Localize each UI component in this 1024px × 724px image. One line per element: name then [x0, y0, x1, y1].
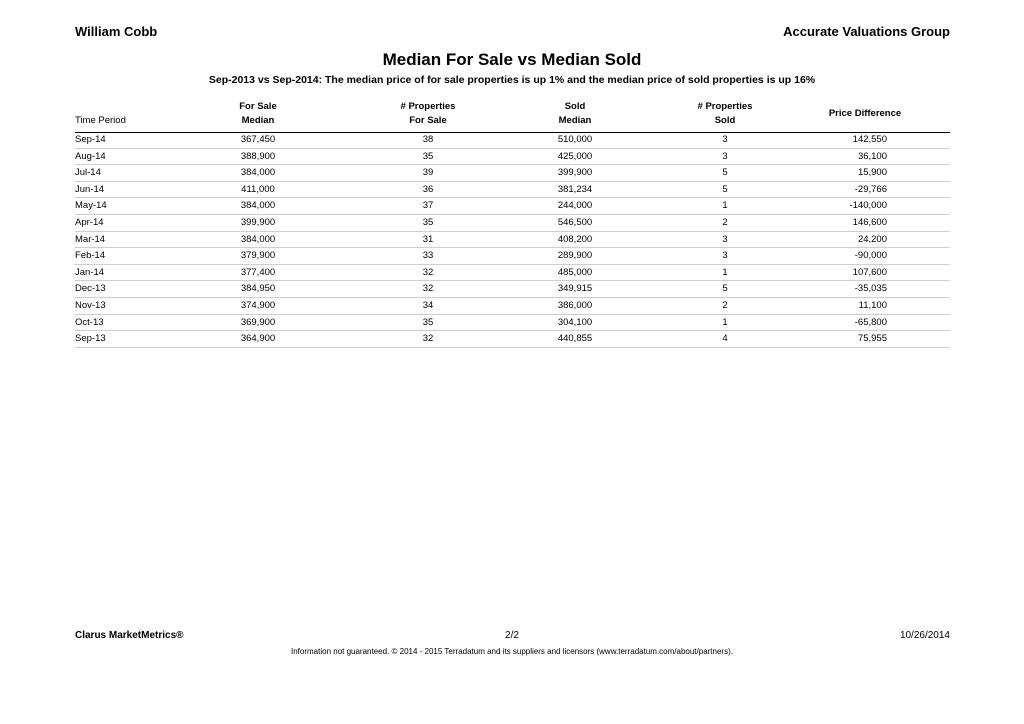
cell-sold-properties: 1	[722, 200, 728, 212]
cell-price-difference: 107,600	[852, 266, 887, 278]
table-row	[75, 232, 950, 249]
disclaimer: Information not guaranteed. © 2014 - 2015 Terradatum and its suppliers and licensors (www.terradatum.com/about/partners).	[291, 647, 733, 656]
cell-time-period: May-14	[75, 200, 107, 212]
cell-time-period: Sep-14	[75, 134, 106, 145]
table-row	[75, 331, 950, 348]
cell-time-period: Aug-14	[75, 150, 106, 162]
cell-sold-median: 244,000	[557, 200, 593, 212]
table-row	[75, 198, 950, 215]
cell-sold-median: 425,000	[557, 150, 593, 162]
cell-time-period: Apr-14	[75, 216, 104, 228]
cell-sold-median: 546,500	[557, 216, 593, 228]
cell-sold-properties: 3	[722, 233, 728, 245]
cell-sold-median: 349,915	[557, 283, 593, 295]
cell-for-sale-properties: 32	[422, 333, 434, 345]
cell-for-sale-median: 384,950	[240, 283, 276, 295]
cell-time-period: Feb-14	[75, 250, 106, 262]
cell-time-period: Jan-14	[75, 266, 105, 278]
cell-sold-median: 440,855	[557, 333, 593, 345]
table-row	[75, 265, 950, 282]
cell-for-sale-median: 377,400	[240, 266, 276, 278]
header-for-sale-bottom: Median	[241, 115, 275, 126]
cell-sold-properties: 4	[722, 333, 728, 345]
cell-time-period: Sep-13	[75, 333, 106, 345]
header-for-sale-median	[220, 100, 296, 128]
cell-for-sale-median: 369,900	[240, 316, 276, 328]
header-sold-bottom: Median	[558, 115, 592, 126]
header-for-sale-properties	[383, 100, 473, 128]
cell-for-sale-properties: 36	[422, 183, 434, 195]
cell-for-sale-properties: 32	[422, 266, 434, 278]
table-row	[75, 298, 950, 315]
cell-for-sale-properties: 38	[422, 134, 434, 145]
cell-price-difference: 36,100	[857, 150, 887, 162]
cell-for-sale-median: 384,000	[240, 233, 276, 245]
header-for-sale-top: For Sale	[239, 101, 277, 112]
cell-for-sale-properties: 35	[422, 316, 434, 328]
report-subtitle: Sep-2013 vs Sep-2014: The median price of for sale properties is up 1% and the median price of sold properties is up 16%	[208, 74, 816, 86]
table-row	[75, 182, 950, 199]
cell-sold-properties: 5	[722, 283, 728, 295]
cell-for-sale-median: 367,450	[240, 134, 276, 145]
cell-sold-properties: 2	[722, 299, 728, 311]
cell-sold-median: 381,234	[557, 183, 593, 195]
cell-for-sale-median: 379,900	[240, 250, 276, 262]
cell-sold-median: 399,900	[557, 167, 593, 179]
cell-time-period: Dec-13	[75, 283, 106, 295]
report-title: Median For Sale vs Median Sold	[382, 50, 642, 69]
cell-sold-median: 304,100	[557, 316, 593, 328]
header-sold-properties	[680, 100, 770, 128]
cell-time-period: Jun-14	[75, 183, 105, 195]
cell-sold-median: 510,000	[557, 134, 593, 145]
cell-sold-properties: 3	[722, 150, 728, 162]
table-row	[75, 248, 950, 265]
cell-for-sale-properties: 34	[422, 299, 434, 311]
cell-sold-median: 386,000	[557, 299, 593, 311]
cell-price-difference: 24,200	[857, 233, 887, 245]
header-sold-top: Sold	[564, 101, 586, 112]
cell-sold-properties: 2	[722, 216, 728, 228]
cell-for-sale-properties: 32	[422, 283, 434, 295]
cell-sold-median: 485,000	[557, 266, 593, 278]
cell-sold-properties: 5	[722, 167, 728, 179]
company-name: Accurate Valuations Group	[783, 24, 950, 39]
header-sold-median	[537, 100, 613, 128]
header-fs-props-top: # Properties	[400, 101, 456, 112]
table-row	[75, 215, 950, 232]
cell-price-difference: 11,100	[858, 299, 887, 311]
header-time-period: Time Period	[75, 115, 126, 126]
table-row	[75, 149, 950, 166]
cell-sold-median: 408,200	[557, 233, 593, 245]
cell-sold-median: 289,900	[557, 250, 593, 262]
header-fs-props-bottom: For Sale	[409, 115, 447, 126]
table-row	[75, 165, 950, 182]
header-sold-props-top: # Properties	[697, 101, 753, 112]
cell-for-sale-properties: 33	[422, 250, 434, 262]
cell-for-sale-properties: 31	[422, 233, 434, 245]
page-number: 2/2	[505, 630, 519, 641]
cell-for-sale-median: 411,000	[241, 183, 275, 195]
cell-for-sale-properties: 37	[422, 200, 434, 212]
table-body	[75, 132, 950, 348]
header-price-difference: Price Difference	[828, 108, 902, 119]
cell-for-sale-median: 384,000	[240, 200, 276, 212]
table-header	[75, 100, 950, 133]
cell-sold-properties: 1	[722, 316, 728, 328]
table-row	[75, 315, 950, 332]
cell-price-difference: 142,550	[852, 134, 887, 145]
agent-name: William Cobb	[75, 24, 158, 39]
cell-price-difference: 15,900	[857, 167, 887, 179]
cell-for-sale-properties: 35	[422, 150, 434, 162]
cell-for-sale-median: 364,900	[240, 333, 276, 345]
cell-for-sale-median: 374,900	[240, 299, 276, 311]
cell-for-sale-median: 388,900	[240, 150, 276, 162]
cell-sold-properties: 1	[722, 266, 728, 278]
cell-sold-properties: 5	[722, 183, 728, 195]
report-date: 10/26/2014	[899, 630, 950, 641]
cell-price-difference: -90,000	[854, 250, 887, 262]
table-row	[75, 132, 950, 149]
cell-time-period: Jul-14	[75, 167, 101, 179]
cell-for-sale-median: 399,900	[240, 216, 276, 228]
cell-sold-properties: 3	[722, 134, 728, 145]
cell-time-period: Oct-13	[75, 316, 104, 328]
cell-for-sale-median: 384,000	[240, 167, 276, 179]
cell-price-difference: -35,035	[854, 283, 887, 295]
cell-price-difference: -140,000	[849, 200, 887, 212]
table-row	[75, 281, 950, 298]
cell-price-difference: -65,800	[854, 316, 887, 328]
cell-price-difference: 75,955	[857, 333, 887, 345]
cell-time-period: Mar-14	[75, 233, 106, 245]
cell-for-sale-properties: 35	[422, 216, 434, 228]
footer-brand: Clarus MarketMetrics®	[75, 630, 184, 641]
cell-for-sale-properties: 39	[422, 167, 434, 179]
header-sold-props-bottom: Sold	[714, 115, 736, 126]
cell-price-difference: 146,600	[852, 216, 887, 228]
cell-sold-properties: 3	[722, 250, 728, 262]
cell-time-period: Nov-13	[75, 299, 106, 311]
cell-price-difference: -29,766	[854, 183, 887, 195]
